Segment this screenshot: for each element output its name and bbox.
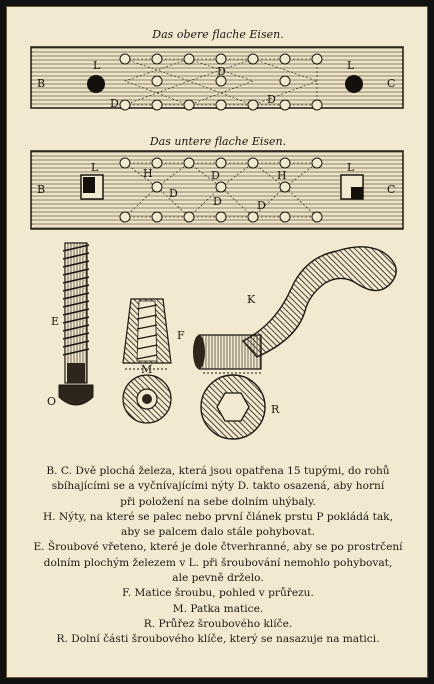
caption-line: H. Nýty, na které se palec nebo první článek prstu P pokládá tak,	[43, 510, 393, 523]
lower-label-H-1: H	[143, 167, 153, 180]
screw-spindle	[47, 243, 93, 408]
lower-flat-iron	[31, 151, 403, 229]
upper-label-D-3: D	[267, 93, 276, 106]
label-O: O	[47, 395, 57, 408]
screw-nut-section	[123, 299, 185, 363]
caption-line: E. Šroubové vřeteno, které je dole čtverhranné, aby se po prostrčení	[33, 541, 403, 554]
upper-label-L-left: L	[93, 59, 101, 72]
caption-line: sbíhajícími se a vyčnívajícími nýty D. takto osazená, aby horní	[51, 480, 385, 493]
label-F: F	[177, 329, 185, 342]
upper-hole-left	[87, 75, 105, 93]
upper-label-B: B	[37, 77, 46, 90]
lower-label-D-3: D	[213, 195, 222, 208]
caption-line: R. Dolní části šroubového klíče, který se nasazuje na matici.	[56, 633, 380, 646]
caption-line: R. Průřez šroubového klíče.	[143, 617, 293, 630]
caption-line: dolním plochým železem v L. při šroubování nemohlo pohybovat,	[43, 556, 393, 569]
label-E: E	[51, 315, 60, 328]
lower-label-D-4: D	[257, 199, 266, 212]
caption-line: F. Matice šroubu, pohled v průřezu.	[122, 587, 314, 600]
upper-label-D-2: D	[110, 97, 119, 110]
upper-flat-iron	[31, 47, 403, 110]
lower-label-D-2: D	[169, 187, 178, 200]
lower-label-B: B	[37, 183, 46, 196]
caption-line: M. Patka matice.	[172, 602, 264, 615]
engraving-illustration	[7, 7, 428, 459]
label-M: M	[141, 363, 153, 376]
lower-label-H-2: H	[277, 169, 287, 182]
wrench-cross-section	[201, 373, 280, 439]
caption-line: ale pevně drželo.	[172, 572, 264, 585]
lower-label-C: C	[387, 183, 396, 196]
upper-label-D-1: D	[217, 65, 226, 78]
lower-plate-title: Das untere flache Eisen.	[149, 135, 287, 148]
upper-hole-right	[345, 75, 363, 93]
lower-label-L-left: L	[91, 161, 99, 174]
upper-plate-title: Das obere flache Eisen.	[152, 28, 284, 41]
label-R: R	[271, 403, 280, 416]
lower-label-D-1: D	[211, 169, 220, 182]
upper-label-C: C	[387, 77, 396, 90]
label-K: K	[247, 293, 256, 306]
caption-text	[19, 464, 417, 648]
upper-label-L-right: L	[347, 59, 355, 72]
caption-line: aby se palcem dalo stále pohybovat.	[121, 526, 315, 539]
caption-line: při položení na sebe dolním uhýbaly.	[120, 495, 316, 508]
engraving-page	[6, 6, 428, 678]
lower-label-L-right: L	[347, 161, 355, 174]
caption-line: B. C. Dvě plochá železa, která jsou opatřena 15 tupými, do rohů	[46, 465, 390, 477]
nut-foot	[123, 363, 171, 423]
screw-wrench	[193, 247, 396, 369]
